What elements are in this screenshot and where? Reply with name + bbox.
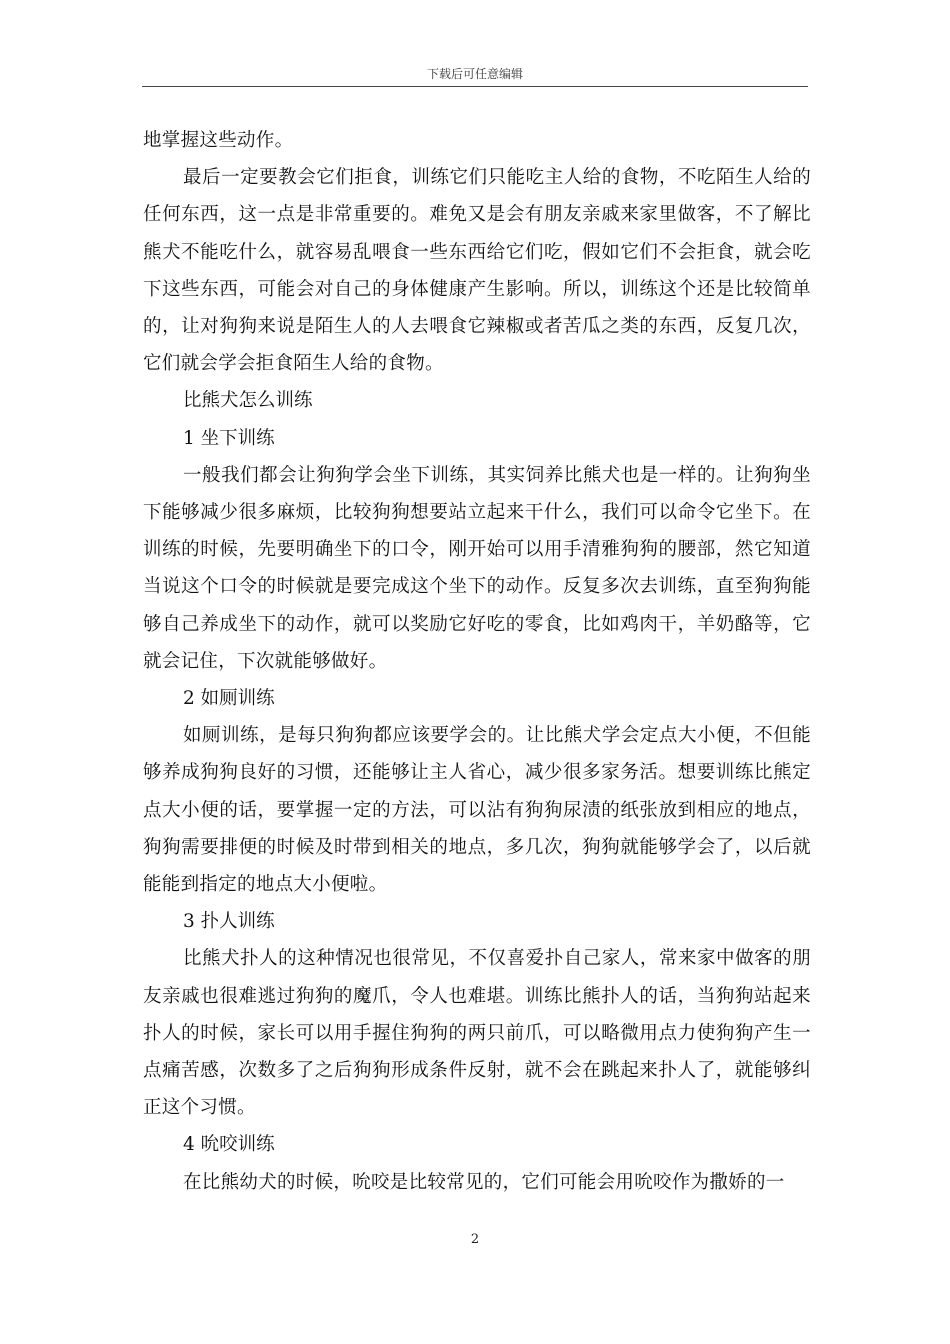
page-header: 下载后可任意编辑 <box>426 67 523 81</box>
paragraph-refuse-food: 最后一定要教会它们拒食，训练它们只能吃主人给的食物，不吃陌生人给的任何东西，这一点是非常重要的。难免又是会有朋友亲戚来家里做客，不了解比熊犬不能吃什么，就容易乱喂食一些东西给它们吃，假如它们不会拒食，就会吃下这些东西，可能会对自己的身体健康产生影响。所以，训练这个还是比较简单的，让对狗狗来说是陌生人的人去喂食它辣椒或者苦瓜之类的东西，反复几次，它们就会学会拒食陌生人给的食物。 <box>143 167 811 375</box>
paragraph-biting: 在比熊幼犬的时候，吮咬是比较常见的，它们可能会用吮咬作为撒娇的一 <box>183 1171 785 1193</box>
paragraph-toilet: 如厕训练，是每只狗狗都应该要学会的。让比熊犬学会定点大小便，不但能够养成狗狗良好的习惯，还能够让主人省心，减少很多家务活。想要训练比熊定点大小便的话，要掌握一定的方法，可以沾有狗狗尿渍的纸张放到相应的地点，狗狗需要排便的时候及时带到相关的地点，多几次，狗狗就能够学会了，以后就能能到指定的地点大小便啦。 <box>143 725 811 896</box>
subheading-toilet: 2 如厕训练 <box>183 688 275 710</box>
header-divider <box>142 86 808 87</box>
document-body <box>143 122 811 1201</box>
paragraph-continuation: 地掌握这些动作。 <box>143 130 294 151</box>
subheading-biting: 4 吮咬训练 <box>183 1134 275 1156</box>
subheading-jumping: 3 扑人训练 <box>183 911 275 933</box>
subheading-sit: 1 坐下训练 <box>183 427 275 449</box>
paragraph-sit: 一般我们都会让狗狗学会坐下训练，其实饲养比熊犬也是一样的。让狗狗坐下能够减少很多麻烦，比较狗狗想要站立起来干什么，我们可以命令它坐下。在训练的时候，先要明确坐下的口令，刚开始可以用手清雅狗狗的腰部，然它知道当说这个口令的时候就是要完成这个坐下的动作。反复多次去训练，直至狗狗能够自己养成坐下的动作，就可以奖励它好吃的零食，比如鸡肉干，羊奶酪等，它就会记住，下次就能够做好。 <box>143 464 811 672</box>
paragraph-jumping: 比熊犬扑人的这种情况也很常见，不仅喜爱扑自己家人，常来家中做客的朋友亲戚也很难逃过狗狗的魔爪，令人也难堪。训练比熊扑人的话，当狗狗站起来扑人的时候，家长可以用手握住狗狗的两只前爪，可以略微用点力使狗狗产生一点痛苦感，次数多了之后狗狗形成条件反射，就不会在跳起来扑人了，就能够纠正这个习惯。 <box>143 948 811 1119</box>
page-number: 2 <box>470 1232 480 1247</box>
section-heading-training: 比熊犬怎么训练 <box>183 390 313 412</box>
